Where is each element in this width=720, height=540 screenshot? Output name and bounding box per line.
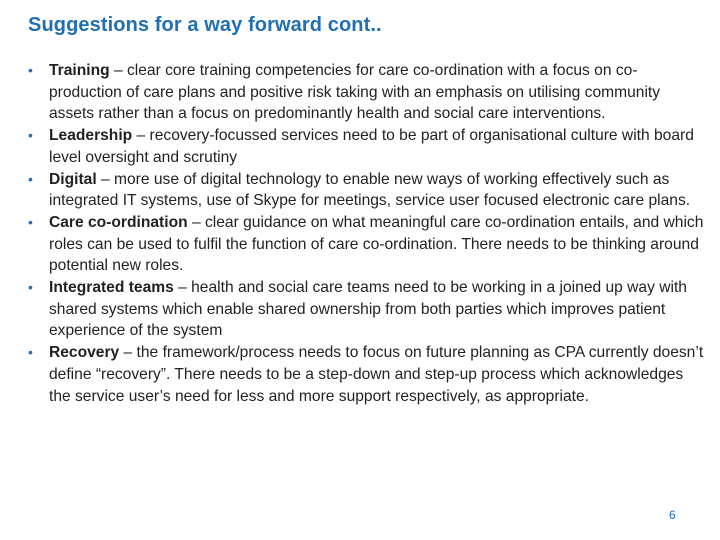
page-number: 6: [669, 508, 676, 522]
bullet-icon: •: [28, 279, 33, 296]
bullet-item-care-coordination: [28, 212, 708, 277]
bullet-term: Recovery: [49, 344, 120, 362]
slide-title: Suggestions for a way forward cont..: [28, 14, 382, 36]
bullet-item-training: [28, 60, 708, 125]
bullet-text: – recovery-focussed services need to be part of organisational culture with board level oversight and scrutiny: [49, 127, 694, 166]
bullet-term: Leadership: [49, 127, 133, 145]
bullet-text: – clear core training competencies for care co-ordination with a focus on co-production of care plans and positive risk taking with an emphasis on utilising community assets rather than a focus on predominantly health and social care interventions.: [49, 62, 661, 123]
bullet-text: – the framework/process needs to focus on future planning as CPA currently doesn’t define “recovery”. There needs to be a step-down and step-up process which acknowledges the service user’s need for less and more support respectively, as appropriate.: [49, 344, 704, 405]
bullet-icon: •: [28, 213, 33, 230]
bullet-item-leadership: [28, 125, 708, 168]
bullet-item-digital: [28, 169, 708, 212]
bullet-term: Training: [49, 62, 110, 79]
bullet-icon: •: [28, 344, 33, 361]
bullet-icon: •: [28, 127, 33, 144]
bullet-text: – more use of digital technology to enable new ways of working effectively such as integrated IT systems, use of Skype for meetings, service user focused electronic care plans.: [49, 170, 691, 210]
bullet-term: Digital: [49, 170, 97, 188]
bullet-item-integrated-teams: [28, 277, 708, 342]
bullet-list: [28, 60, 708, 407]
bullet-icon: •: [28, 62, 33, 78]
bullet-term: Integrated teams: [49, 279, 174, 297]
bullet-text: – health and social care teams need to be working in a joined up way with shared systems which enable shared ownership from both parties which improves patient experience of the system: [49, 279, 687, 340]
bullet-item-recovery: [28, 342, 708, 407]
bullet-text: – clear guidance on what meaningful care co-ordination entails, and which roles can be used to fulfil the function of care co-ordination. There needs to be thinking around potential new roles.: [49, 213, 704, 275]
bullet-icon: •: [28, 170, 33, 187]
bullet-term: Care co-ordination: [49, 213, 188, 231]
